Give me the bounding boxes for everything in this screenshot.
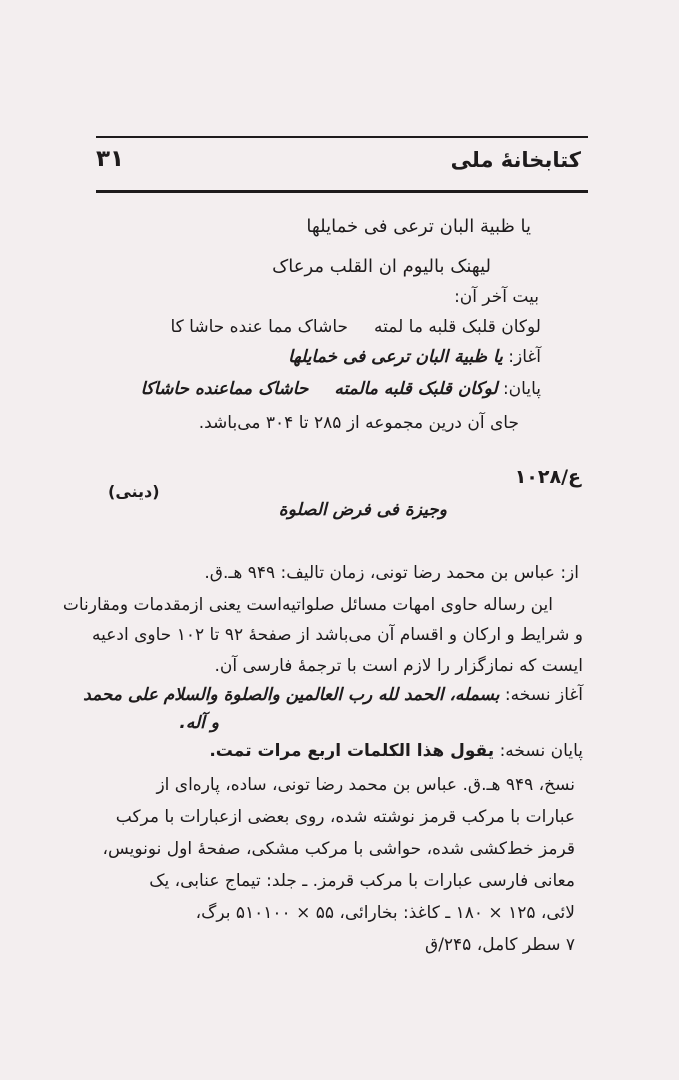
entry-description-1: این رساله حاوی امهات مسائل صلواتیه‌است یعنی ازمقدمات ومقارنات [62, 595, 553, 615]
copy-description-4: معانی فارسی عبارات با مرکب قرمز. ـ جلد: تیماج عنابی، یک [149, 871, 575, 891]
poem-verse-1: یا ظبیة البان ترعی فی خمایلها [306, 216, 531, 237]
header-bottom-rule [96, 190, 588, 193]
poem-verse-2: لیهنک بالیوم ان القلب مرعاک [272, 256, 491, 277]
entry-start-text-continued: و آله. [179, 713, 219, 733]
header-top-rule [96, 136, 588, 138]
copy-description-5: لائی، ۱۲۵ × ۱۸۰ ـ کاغذ: بخارائی، ۵۵ × ۵۱۰۱۰۰ برگ، [195, 903, 575, 923]
entry-author: از: عباس بن محمد رضا تونی، زمان تالیف: ۹۴۹ هـ.ق. [204, 563, 579, 583]
entry-start-text: بسمله، الحمد لله رب العالمین والصلوة والسلام علی محمد [83, 685, 500, 705]
poem-end-line [141, 378, 541, 400]
last-verse-line [170, 316, 541, 338]
poem-end-hemistich-2: حاشاک مماعنده حاشاکا [140, 379, 309, 399]
entry-start-line [83, 684, 583, 706]
poem-end-hemistich-1: لوکان قلبک قلبه مالمته [334, 379, 498, 399]
entry-end-line [209, 740, 583, 762]
last-verse-hemistich-2: حاشاک مما عنده حاشا کا [170, 317, 349, 337]
entry-number: ع/۱۰۲۸ [514, 466, 581, 488]
last-verse-label: بیت آخر آن: [454, 287, 539, 307]
running-title: کتابخانهٔ ملی [450, 148, 581, 172]
entry-start-label: آغاز نسخه: [504, 685, 583, 705]
poem-start-text: یا ظبیة البان ترعی فی خمایلها [288, 347, 503, 367]
poem-location: جای آن درین مجموعه از ۲۸۵ تا ۳۰۴ می‌باشد. [198, 413, 519, 433]
page-number: ۳۱ [96, 146, 125, 172]
entry-category: (دینی) [108, 482, 160, 501]
copy-description-3: قرمز خط‌کشی شده، حواشی با مرکب مشکی، صفحهٔ اول نونویس، [102, 839, 575, 859]
entry-title: وجیزة فی فرض الصلوة [278, 500, 447, 520]
last-verse-hemistich-1: لوکان قلبک قلبه ما لمته [374, 317, 541, 337]
entry-end-text: یقول هذا الکلمات اربع مرات تمت. [209, 741, 495, 761]
poem-start-label: آغاز: [508, 347, 541, 367]
copy-description-2: عبارات با مرکب قرمز نوشته شده، روی بعضی ازعبارات با مرکب [115, 807, 575, 827]
poem-start-line [288, 346, 541, 368]
entry-end-label: پایان نسخه: [499, 741, 583, 761]
poem-end-label: پایان: [502, 379, 541, 399]
entry-description-3: ایست که نمازگزار را لازم است با ترجمهٔ فارسی آن. [214, 656, 583, 676]
copy-description-6: ۷ سطر کامل، ۲۴۵/ق [425, 935, 575, 955]
copy-description-1: نسخ، ۹۴۹ هـ.ق. عباس بن محمد رضا تونی، ساده، پاره‌ای از [156, 775, 575, 795]
entry-description-2: و شرایط و ارکان و اقسام آن می‌باشد از صفحهٔ ۹۲ تا ۱۰۲ حاوی ادعیه [91, 625, 583, 645]
